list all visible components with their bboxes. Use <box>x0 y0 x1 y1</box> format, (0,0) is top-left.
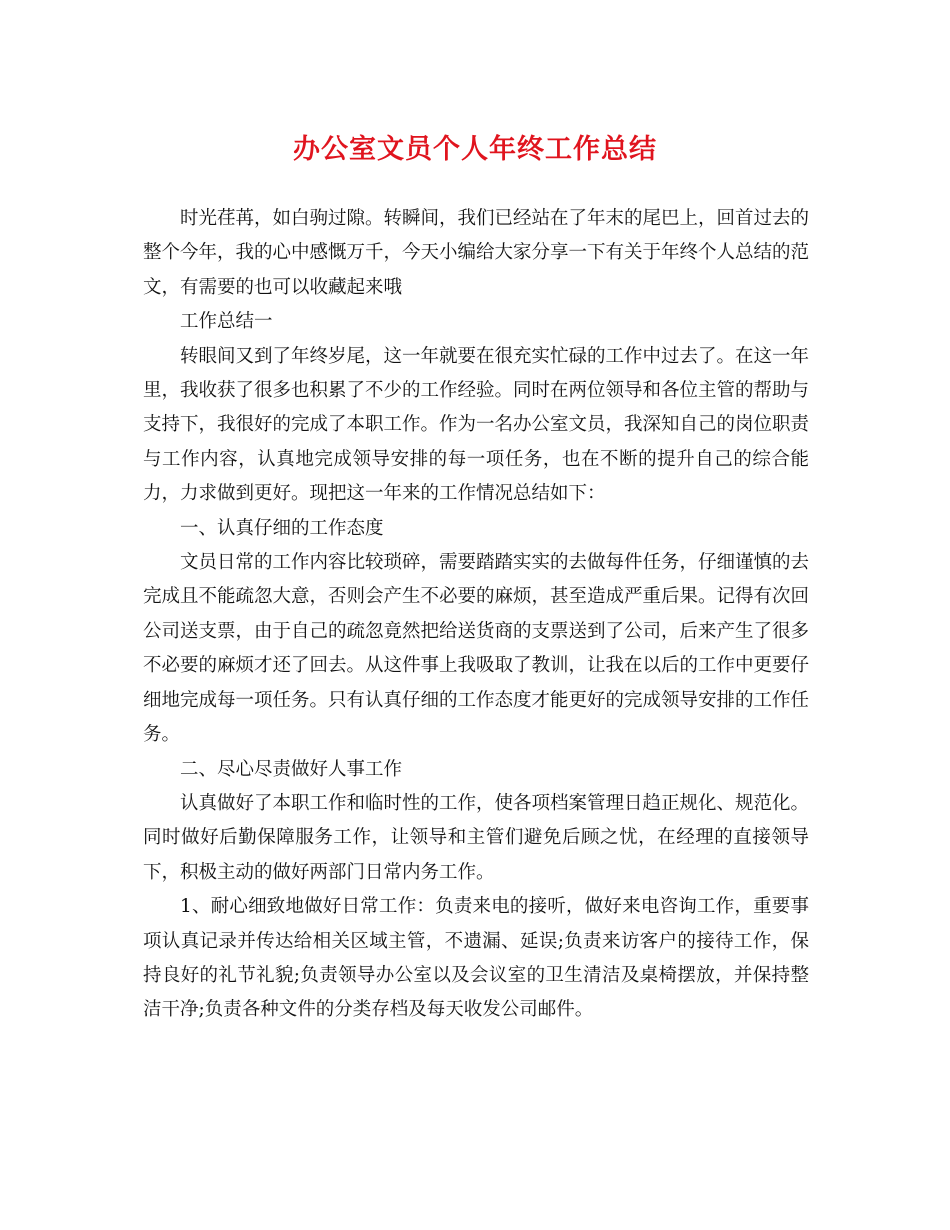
section-heading-personnel: 二、尽心尽责做好人事工作 <box>180 758 403 780</box>
paragraph-personnel: 认真做好了本职工作和临时性的工作，使各项档案管理日趋正规化、规范化。同时做好后勤保障服务工作，让领导和主管们避免后顾之忧，在经理的直接领导下，积极主动的做好两部门日常内务工作。 <box>143 792 810 883</box>
section-heading-summary-one: 工作总结一 <box>180 311 273 333</box>
document-title: 办公室文员个人年终工作总结 <box>293 134 657 165</box>
paragraph-overview: 转眼间又到了年终岁尾，这一年就要在很充实忙碌的工作中过去了。在这一年里，我收获了很多也积累了不少的工作经验。同时在两位领导和各位主管的帮助与支持下，我很好的完成了本职工作。作为一名办公室文员，我深知自己的岗位职责与工作内容，认真地完成领导安排的每一项任务，也在不断的提升自己的综合能力，力求做到更好。现把这一年来的工作情况总结如下： <box>143 345 810 505</box>
document-body <box>143 202 809 1028</box>
paragraph-intro: 时光荏苒，如白驹过隙。转瞬间，我们已经站在了年末的尾巴上，回首过去的整个今年，我的心中感慨万千，今天小编给大家分享一下有关于年终个人总结的范文，有需要的也可以收藏起来哦 <box>143 208 810 298</box>
paragraph-attitude: 文员日常的工作内容比较琐碎，需要踏踏实实的去做每件任务，仔细谨慎的去完成且不能疏忽大意，否则会产生不必要的麻烦，甚至造成严重后果。记得有次回公司送支票，由于自己的疏忽竟然把给送货商的支票送到了公司，后来产生了很多不必要的麻烦才还了回去。从这件事上我吸取了教训，让我在以后的工作中更要仔细地完成每一项任务。只有认真仔细的工作态度才能更好的完成领导安排的工作任务。 <box>143 552 810 746</box>
section-heading-attitude: 一、认真仔细的工作态度 <box>180 517 384 539</box>
paragraph-daily-work: 1、耐心细致地做好日常工作：负责来电的接听，做好来电咨询工作，重要事项认真记录并传达给相关区域主管，不遗漏、延误;负责来访客户的接待工作，保持良好的礼节礼貌;负责领导办公室以及会议室的卫生清洁及桌椅摆放，并保持整洁干净;负责各种文件的分类存档及每天收发公司邮件。 <box>143 896 809 1021</box>
